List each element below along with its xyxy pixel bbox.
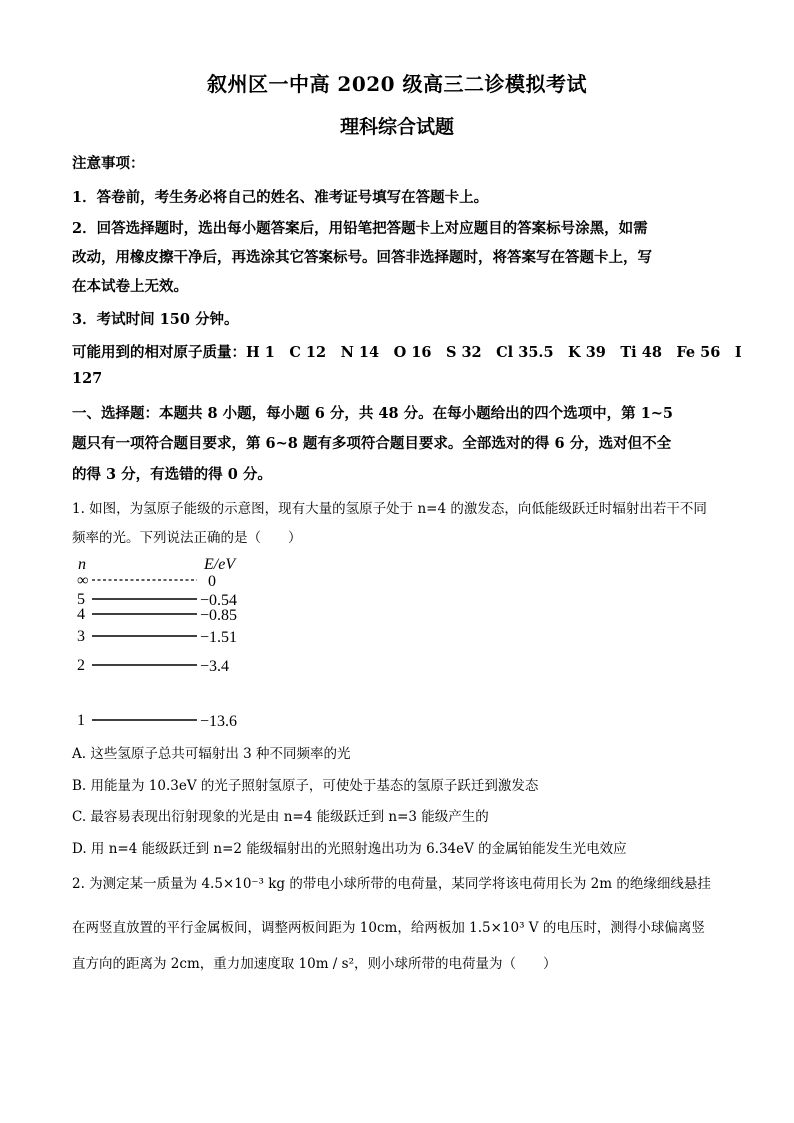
notice-item-2-line-3: 在本试卷上无效。 — [72, 278, 188, 295]
level-5-n-label: 5 — [77, 591, 85, 608]
level-inf-n-label: ∞ — [77, 572, 89, 589]
q1-option-c[interactable]: C. 最容易表现出衍射现象的光是由 n=4 能级跃迁到 n=3 能级产生的 — [72, 809, 489, 825]
exam-title: 叙州区一中高 2020 级高三二诊模拟考试 — [206, 72, 588, 96]
level-1-energy-label: −13.6 — [200, 713, 238, 730]
level-5-energy-label: −0.54 — [200, 592, 238, 609]
section1-line-2: 题只有一项符合题目要求，第 6~8 题有多项符合题目要求。全部选对的得 6 分，选对但不全 — [72, 435, 672, 452]
notice-item-3: 3．考试时间 150 分钟。 — [72, 311, 239, 328]
level-3-energy-label: −1.51 — [200, 629, 238, 646]
notice-item-2-line-1: 2．回答选择题时，选出每小题答案后，用铅笔把答题卡上对应题目的答案标号涂黑，如需 — [72, 220, 648, 237]
notice-item-2-line-2: 改动，用橡皮擦干净后，再选涂其它答案标号。回答非选择题时，将答案写在答题卡上，写 — [72, 249, 652, 266]
q2-line-2: 在两竖直放置的平行金属板间，调整两板间距为 10cm，给两板加 1.5×10³ V 的电压时，测得小球偏离竖 — [72, 920, 705, 936]
level-2-energy-label: −3.4 — [200, 658, 230, 675]
q2-line-1: 2. 为测定某一质量为 4.5×10⁻³ kg 的带电小球所带的电荷量，某同学将该电荷用长为 2m 的绝缘细线悬挂 — [72, 876, 711, 892]
level-3-n-label: 3 — [77, 628, 85, 645]
notice-item-1: 1．答卷前，考生务必将自己的姓名、准考证号填写在答题卡上。 — [72, 189, 489, 206]
level-2-n-label: 2 — [77, 657, 85, 674]
atomic-mass-line-2: 127 — [72, 370, 103, 387]
q1-stem-line-1: 1. 如图，为氢原子能级的示意图，现有大量的氢原子处于 n=4 的激发态，向低能级跃迁时辐射出若干不同 — [72, 501, 707, 517]
section1-line-1: 一、选择题：本题共 8 小题，每小题 6 分，共 48 分。在每小题给出的四个选项中，第 1~5 — [72, 405, 674, 422]
n-axis-label: n — [78, 556, 86, 573]
notice-heading: 注意事项： — [72, 155, 145, 172]
energy-axis-label: E/eV — [204, 556, 236, 573]
q2-line-3: 直方向的距离为 2cm，重力加速度取 10m / s²，则小球所带的电荷量为（ ） — [72, 956, 557, 972]
q1-option-a[interactable]: A. 这些氢原子总共可辐射出 3 种不同频率的光 — [72, 746, 351, 762]
atomic-mass-line-1: 可能用到的相对原子质量：H 1 C 12 N 14 O 16 S 32 Cl 35.5 K 39 Ti 48 Fe 56 I — [72, 344, 742, 361]
level-inf-energy-label: 0 — [208, 573, 216, 590]
q1-stem-line-2: 频率的光。下列说法正确的是（ ） — [72, 530, 302, 546]
q1-option-b[interactable]: B. 用能量为 10.3eV 的光子照射氢原子，可使处于基态的氢原子跃迁到激发态 — [72, 778, 539, 794]
energy-levels — [77, 572, 237, 730]
q1-option-d[interactable]: D. 用 n=4 能级跃迁到 n=2 能级辐射出的光照射逸出功为 6.34eV 的金属铂能发生光电效应 — [72, 841, 627, 857]
exam-subtitle: 理科综合试题 — [339, 116, 454, 138]
energy-level-diagram — [70, 552, 270, 742]
level-1-n-label: 1 — [77, 712, 85, 729]
section1-line-3: 的得 3 分，有选错的得 0 分。 — [72, 466, 272, 483]
level-4-energy-label: −0.85 — [200, 607, 238, 624]
level-4-n-label: 4 — [77, 606, 85, 623]
